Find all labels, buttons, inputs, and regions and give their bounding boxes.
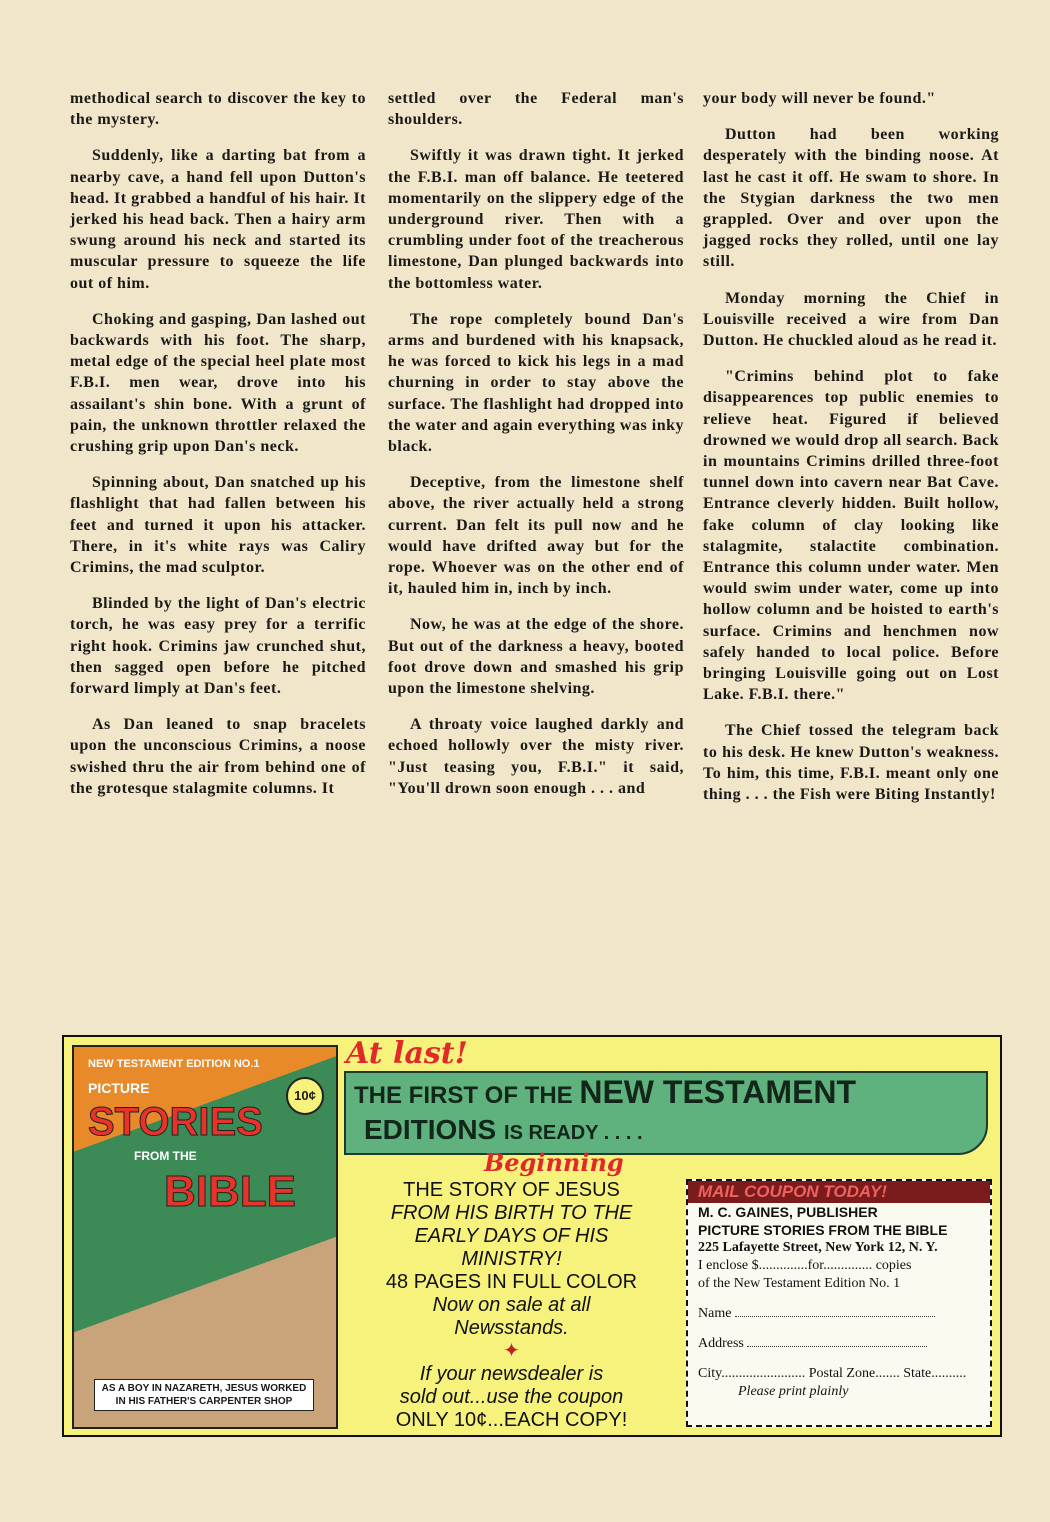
ad-line: Newsstands. bbox=[454, 1317, 569, 1339]
ad-line: ✦ bbox=[503, 1340, 520, 1362]
paragraph: Choking and gasping, Dan lashed out backwards with his foot. The sharp, metal edge of the special heel plate most F.B.I. men wear, drove into his assailant's shin bone. With a grunt of pain, the unknown throttler relaxed the crushing grip upon Dan's neck. bbox=[70, 310, 366, 456]
paragraph: Monday morning the Chief in Louisville received a wire from Dan Dutton. He chuckled aloud as he read it. bbox=[703, 289, 999, 350]
paragraph: Dutton had been working desperately with the binding noose. At last he cast it off. He swam to shore. In the Stygian darkness the two men grappled. Over and over upon the jagged rocks they rolled, until one lay still. bbox=[703, 126, 999, 271]
ad-line: ONLY 10¢...EACH COPY! bbox=[395, 1409, 628, 1431]
banner-line-1 bbox=[354, 1073, 856, 1115]
banner-text-bold: NEW TESTAMENT bbox=[579, 1074, 857, 1110]
coupon-address-field[interactable] bbox=[688, 1335, 990, 1353]
ad-line: FROM HIS BIRTH TO THE bbox=[390, 1202, 633, 1224]
coupon-city-field[interactable]: City........................ Postal Zone....... State.......... bbox=[698, 1366, 967, 1381]
coupon-print-note: Please print plainly bbox=[738, 1384, 849, 1399]
coupon-publisher: M. C. GAINES, PUBLISHER bbox=[698, 1204, 878, 1220]
cover-bible: BIBLE bbox=[164, 1167, 296, 1216]
bible-advertisement bbox=[62, 1035, 1002, 1437]
paragraph: Suddenly, like a darting bat from a nearby cave, a hand fell upon Dutton's head. It grabbed a handful of his hair. It jerked his head back. Then a hairy arm swung around his neck and started its muscular pressure to squeeze the life out of him. bbox=[70, 147, 366, 292]
text-column-1 bbox=[70, 88, 366, 814]
beginning-heading: Beginning bbox=[484, 1148, 624, 1177]
comic-cover-image bbox=[72, 1045, 338, 1429]
ad-copy bbox=[349, 1179, 674, 1432]
paragraph: A throaty voice laughed darkly and echoed hollowly over the misty river. "Just teasing you, F.B.I." it said, "You'll drown soon enough . . . and bbox=[388, 716, 684, 797]
coupon-title: PICTURE STORIES FROM THE BIBLE bbox=[698, 1222, 948, 1238]
coupon-header: MAIL COUPON TODAY! bbox=[688, 1181, 990, 1203]
mail-coupon[interactable] bbox=[686, 1179, 992, 1427]
cover-stories: STORIES bbox=[88, 1100, 263, 1144]
paragraph: methodical search to discover the key to the mystery. bbox=[70, 90, 366, 129]
cover-edition: NEW TESTAMENT EDITION NO.1 bbox=[88, 1058, 260, 1070]
paragraph: Blinded by the light of Dan's electric torch, he was easy prey for a terrific right hook. Crimins jaw crunched shut, then sagged open before he pitched forward limply at Dan's feet. bbox=[70, 595, 366, 698]
ad-line: Now on sale at all bbox=[432, 1294, 591, 1316]
banner-editions: EDITIONS bbox=[364, 1114, 497, 1145]
banner-ready: IS READY . . . . bbox=[504, 1122, 643, 1144]
paragraph: your body will never be found." bbox=[703, 90, 936, 107]
paragraph: Spinning about, Dan snatched up his flashlight that had fallen between his feet and turned it upon his attacker. There, in it's white rays was Caliry Crimins, the mad sculptor. bbox=[70, 474, 366, 577]
ad-line: MINISTRY! bbox=[461, 1248, 562, 1270]
paragraph: The rope completely bound Dan's arms and burdened with his knapsack, he was forced to kick his legs in a mad churning in order to stay above the surface. The flashlight had dropped into the water and again everything was inky black. bbox=[388, 310, 684, 456]
address-label: Address bbox=[698, 1336, 744, 1351]
text-column-2 bbox=[388, 88, 684, 814]
coupon-address: 225 Lafayette Street, New York 12, N. Y. bbox=[698, 1240, 938, 1255]
ad-line: 48 PAGES IN FULL COLOR bbox=[385, 1271, 638, 1293]
address-line bbox=[747, 1346, 927, 1347]
banner-line-2 bbox=[364, 1113, 643, 1150]
ad-line: If your newsdealer is bbox=[419, 1363, 604, 1385]
paragraph: "Crimins behind plot to fake disappearences top public enemies to relieve heat. Figured if believed drowned we would drop all search. Back in mountains Crimins drilled three-foot tunnel down into cavern near Bat Cave. Entrance cleverly hidden. Built hollow, fake column of clay looking like stalagmite, stalactite combination. Entrance this column under water. Men would swim under water, come up into hollow column and be hoisted to earth's surface. Crimins and henchmen now safely handed to local police. Before bringing Louisville going out on Lost Lake. F.B.I. there." bbox=[703, 368, 999, 704]
text-column-3 bbox=[703, 88, 999, 820]
ad-line: sold out...use the coupon bbox=[399, 1386, 624, 1408]
cover-caption: AS A BOY IN NAZARETH, JESUS WORKED IN HIS FATHER'S CARPENTER SHOP bbox=[94, 1379, 314, 1411]
paragraph: As Dan leaned to snap bracelets upon the unconscious Crimins, a noose swished thru the air from behind one of the grotesque stalagmite columns. It bbox=[70, 716, 366, 797]
name-line bbox=[735, 1316, 935, 1317]
paragraph: Swiftly it was drawn tight. It jerked the F.B.I. man off balance. He teetered momentarily on the slippery edge of the underground river. Then with a crumbling under foot of the treacherous limestone, Dan plunged backwards into the bottomless water. bbox=[388, 147, 684, 292]
at-last-heading: At last! bbox=[346, 1036, 468, 1071]
coupon-enclose: I enclose $..............for.............. copies bbox=[698, 1258, 912, 1273]
banner-text: THE FIRST OF THE bbox=[354, 1082, 573, 1109]
paragraph: settled over the Federal man's shoulders. bbox=[388, 90, 684, 129]
cover-from-the: FROM THE bbox=[134, 1149, 197, 1163]
ad-line: THE STORY OF JESUS bbox=[403, 1179, 620, 1201]
coupon-name-field[interactable] bbox=[688, 1305, 990, 1323]
paragraph: Now, he was at the edge of the shore. But out of the darkness a heavy, booted foot drove down and smashed his grip upon the limestone shelving. bbox=[388, 616, 684, 698]
name-label: Name bbox=[698, 1306, 732, 1321]
paragraph: The Chief tossed the telegram back to his desk. He knew Dutton's weakness. To him, this time, F.B.I. meant only one thing . . . the Fish were Biting Instantly! bbox=[703, 722, 999, 804]
cover-picture: PICTURE bbox=[88, 1080, 150, 1096]
coupon-edition: of the New Testament Edition No. 1 bbox=[698, 1276, 901, 1291]
cover-price-badge: 10¢ bbox=[286, 1077, 324, 1115]
ad-line: EARLY DAYS OF HIS bbox=[414, 1225, 609, 1247]
paragraph: Deceptive, from the limestone shelf above, the river actually held a strong current. Dan felt its pull now and he would have drifted away but for the rope. Whoever was on the other end of it, hauled him in, inch by inch. bbox=[388, 474, 684, 598]
